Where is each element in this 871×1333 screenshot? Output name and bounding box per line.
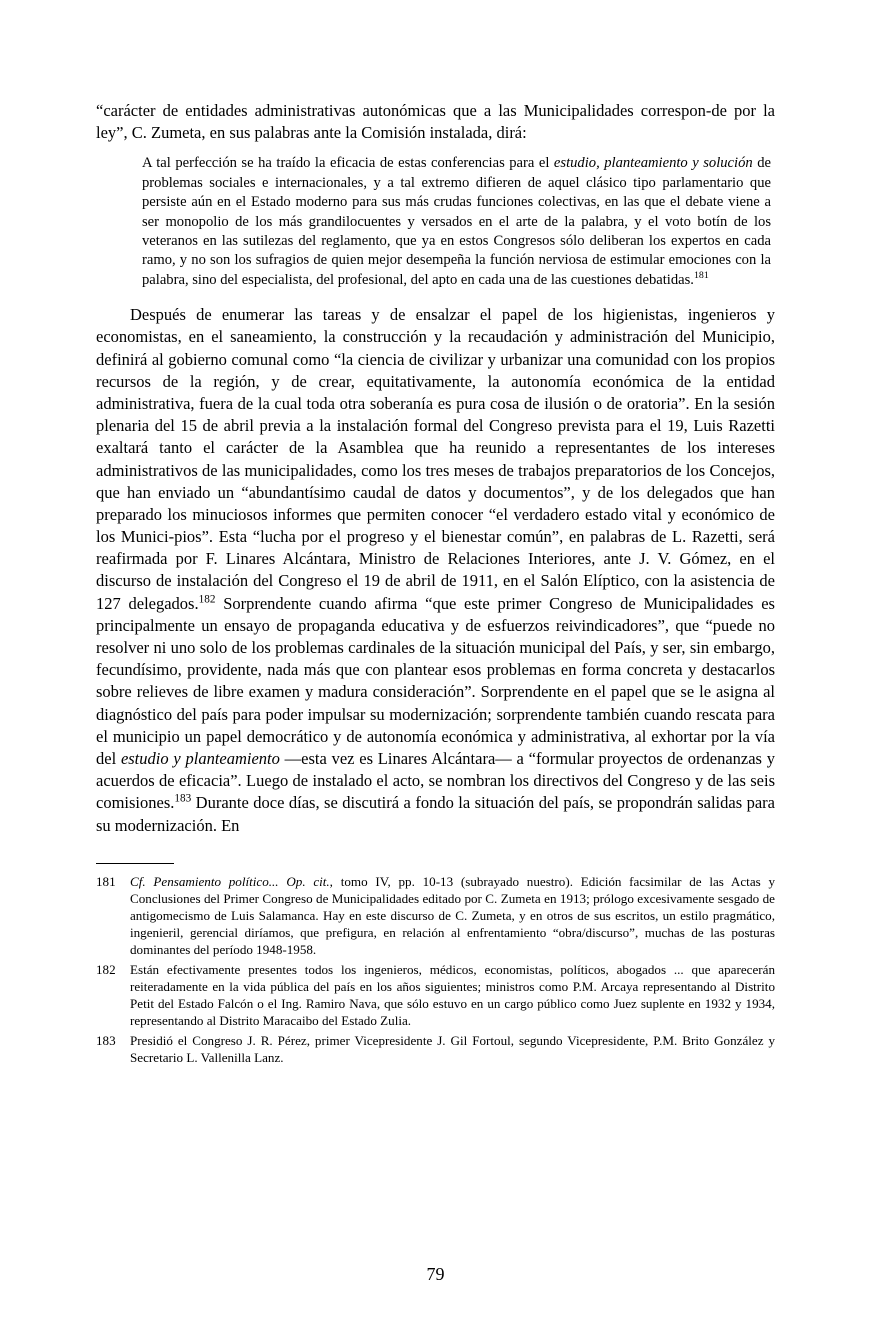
blockquote-segment-1: A tal perfección se ha traído la eficacia de estas conferencias para el xyxy=(142,155,554,172)
main-paragraph-segment-2: Sorprendente cuando afirma “que este primer Congreso de Municipalidades es principalmente un ensayo de propaganda educativa y de esfuerzos reivindicadores”, que “puede no resolver ni uno solo de los problemas cardinales de la situación municipal del País, y ser, sin embargo, fecundísimo, providente, nada más que con plantear esos problemas en forma concreta y destacarlos sobre relieves de libre examen y madura consideración”. Sorprendente en el papel que se le asigna al diagnóstico del país para poder impulsar su modernización; sorprendente también cuando rescata para el municipio un papel democrático y de autonomía económica y administrativa, al exhortar por la vía del xyxy=(96,593,775,768)
footnote-number: 183 xyxy=(96,1032,116,1048)
footnote-item xyxy=(96,873,775,958)
main-paragraph xyxy=(96,304,775,837)
footnote-body: tomo IV, pp. 10-13 (subrayado nuestro). Edición facsimilar de las Actas y Conclusiones del Primer Congreso de Municipalidades editado por C. Zumeta en 1913; prólogo excesivamente sesgado de antigomecismo de Luis Salamanca. Hay en este discurso de C. Zumeta, y en otros de sus escritos, un estilo pragmático, ingenieril, gerencial diríamos, que prefigura, en relación al enfrentamiento “obra/discurso”, muchas de las posturas dominantes del período 1948-1958. xyxy=(130,873,776,957)
main-paragraph-segment-1: Después de enumerar las tareas y de ensalzar el papel de los higienistas, ingenieros y economistas, en el saneamiento, la construcción y la recaudación y administración del Municipio, definirá al gobierno comunal como “la ciencia de civilizar y urbanizar una comunidad con los propios recursos de la región, y de crear, equitativamente, la autonomía económica de la entidad administrativa, fuera de la cual toda otra soberanía es pura cosa de ilusión o de oratoria”. En la sesión plenaria del 15 de abril previa a la instalación formal del Congreso prevista para el 19, Luis Razetti exaltará tanto el carácter de la Asamblea que ha reunido a representantes de los intereses administrativos de las municipalidades, como los tres meses de trabajos preparatorios de los Concejos, que han enviado un “abundantísimo caudal de datos y documentos”, y de los delegados que han preparado los minuciosos informes que permiten conocer “el verdadero estado vital y económico de los Munici-pios”. Esta “lucha por el progreso y el bienestar común”, en palabras de L. Razetti, será reafirmada por F. Linares Alcántara, Ministro de Relaciones Interiores, ante J. V. Gómez, en el discurso de instalación del Congreso el 19 de abril de 1911, en el Salón Elíptico, con la asistencia de 127 delegados. xyxy=(96,305,775,613)
blockquote-emphasis-1: estudio, planteamiento y solución xyxy=(553,155,753,172)
footnote-reference-181: 181 xyxy=(693,269,709,281)
footnote-reference-182: 182 xyxy=(198,593,216,606)
footnote-number: 181 xyxy=(96,873,116,889)
footnote-text xyxy=(130,961,775,1029)
footnote-body: Presidió el Congreso J. R. Pérez, primer Vicepresidente J. Gil Fortoul, segundo Vicepresidente, P.M. Brito González y Secretario L. Vallenilla Lanz. xyxy=(130,1032,775,1065)
opening-paragraph-text: “carácter de entidades administrativas autonómicas que a las Municipalidades correspon-de por la ley”, C. Zumeta, en sus palabras ante la Comisión instalada, dirá: xyxy=(96,101,775,143)
footnote-separator xyxy=(96,863,174,864)
footnote-emphasis: Cf. Pensamiento político... Op. cit., xyxy=(130,873,333,889)
blockquote-segment-2: de problemas sociales e internacionales, y a tal extremo difieren de aquel clásico tipo parlamentario que persiste aún en el Estado moderno para sus más crudas funciones colectivas, en las que el debate viene a ser monopolio de los más grandilocuentes y versados en el arte de la palabra, y el voto botín de los veteranos en las sutilezas del reglamento, que ya en estos Congresos sólo deliberan los expertos en cada ramo, y no son los sufragios de quien mejor desempeña la función nerviosa de estimular emociones con la palabra, sino del especialista, del profesional, del apto en cada una de las cuestiones debatidas. xyxy=(142,155,771,288)
main-paragraph-segment-3: —esta vez es Linares Alcántara— a “formular proyectos de ordenanzas y acuerdos de eficacia”. Luego de instalado el acto, se nombran los directivos del Congreso y de las seis comisiones. xyxy=(96,748,775,813)
page-body xyxy=(96,100,775,837)
footnote-body: Están efectivamente presentes todos los ingenieros, médicos, economistas, políticos, abogados ... que aparecerán reiteradamente en la vida pública del país en los años siguientes; ministros como P.M. Arcaya representando al Distrito Petit del Estado Falcón o el Ing. Ramiro Nava, que sólo estuvo en un cargo público como Juez suplente en 1932 y 1934, representando al Distrito Maracaibo del Estado Zulia. xyxy=(130,961,775,1028)
blockquote-paragraph xyxy=(142,154,771,290)
footnote-text xyxy=(130,1032,775,1066)
footnotes-section xyxy=(96,873,775,1066)
footnote-item xyxy=(96,961,775,1029)
page-number: 79 xyxy=(426,1264,445,1284)
main-paragraph-segment-4: Durante doce días, se discutirá a fondo la situación del país, se propondrán salidas para su modernización. En xyxy=(96,793,775,835)
blockquote xyxy=(96,154,775,290)
opening-paragraph xyxy=(96,100,775,144)
main-paragraph-emphasis-1: estudio y planteamiento xyxy=(120,748,280,768)
footnote-reference-183: 183 xyxy=(174,792,192,805)
footnote-item xyxy=(96,1032,775,1066)
footnote-number: 182 xyxy=(96,961,116,977)
footnote-text xyxy=(130,873,775,958)
